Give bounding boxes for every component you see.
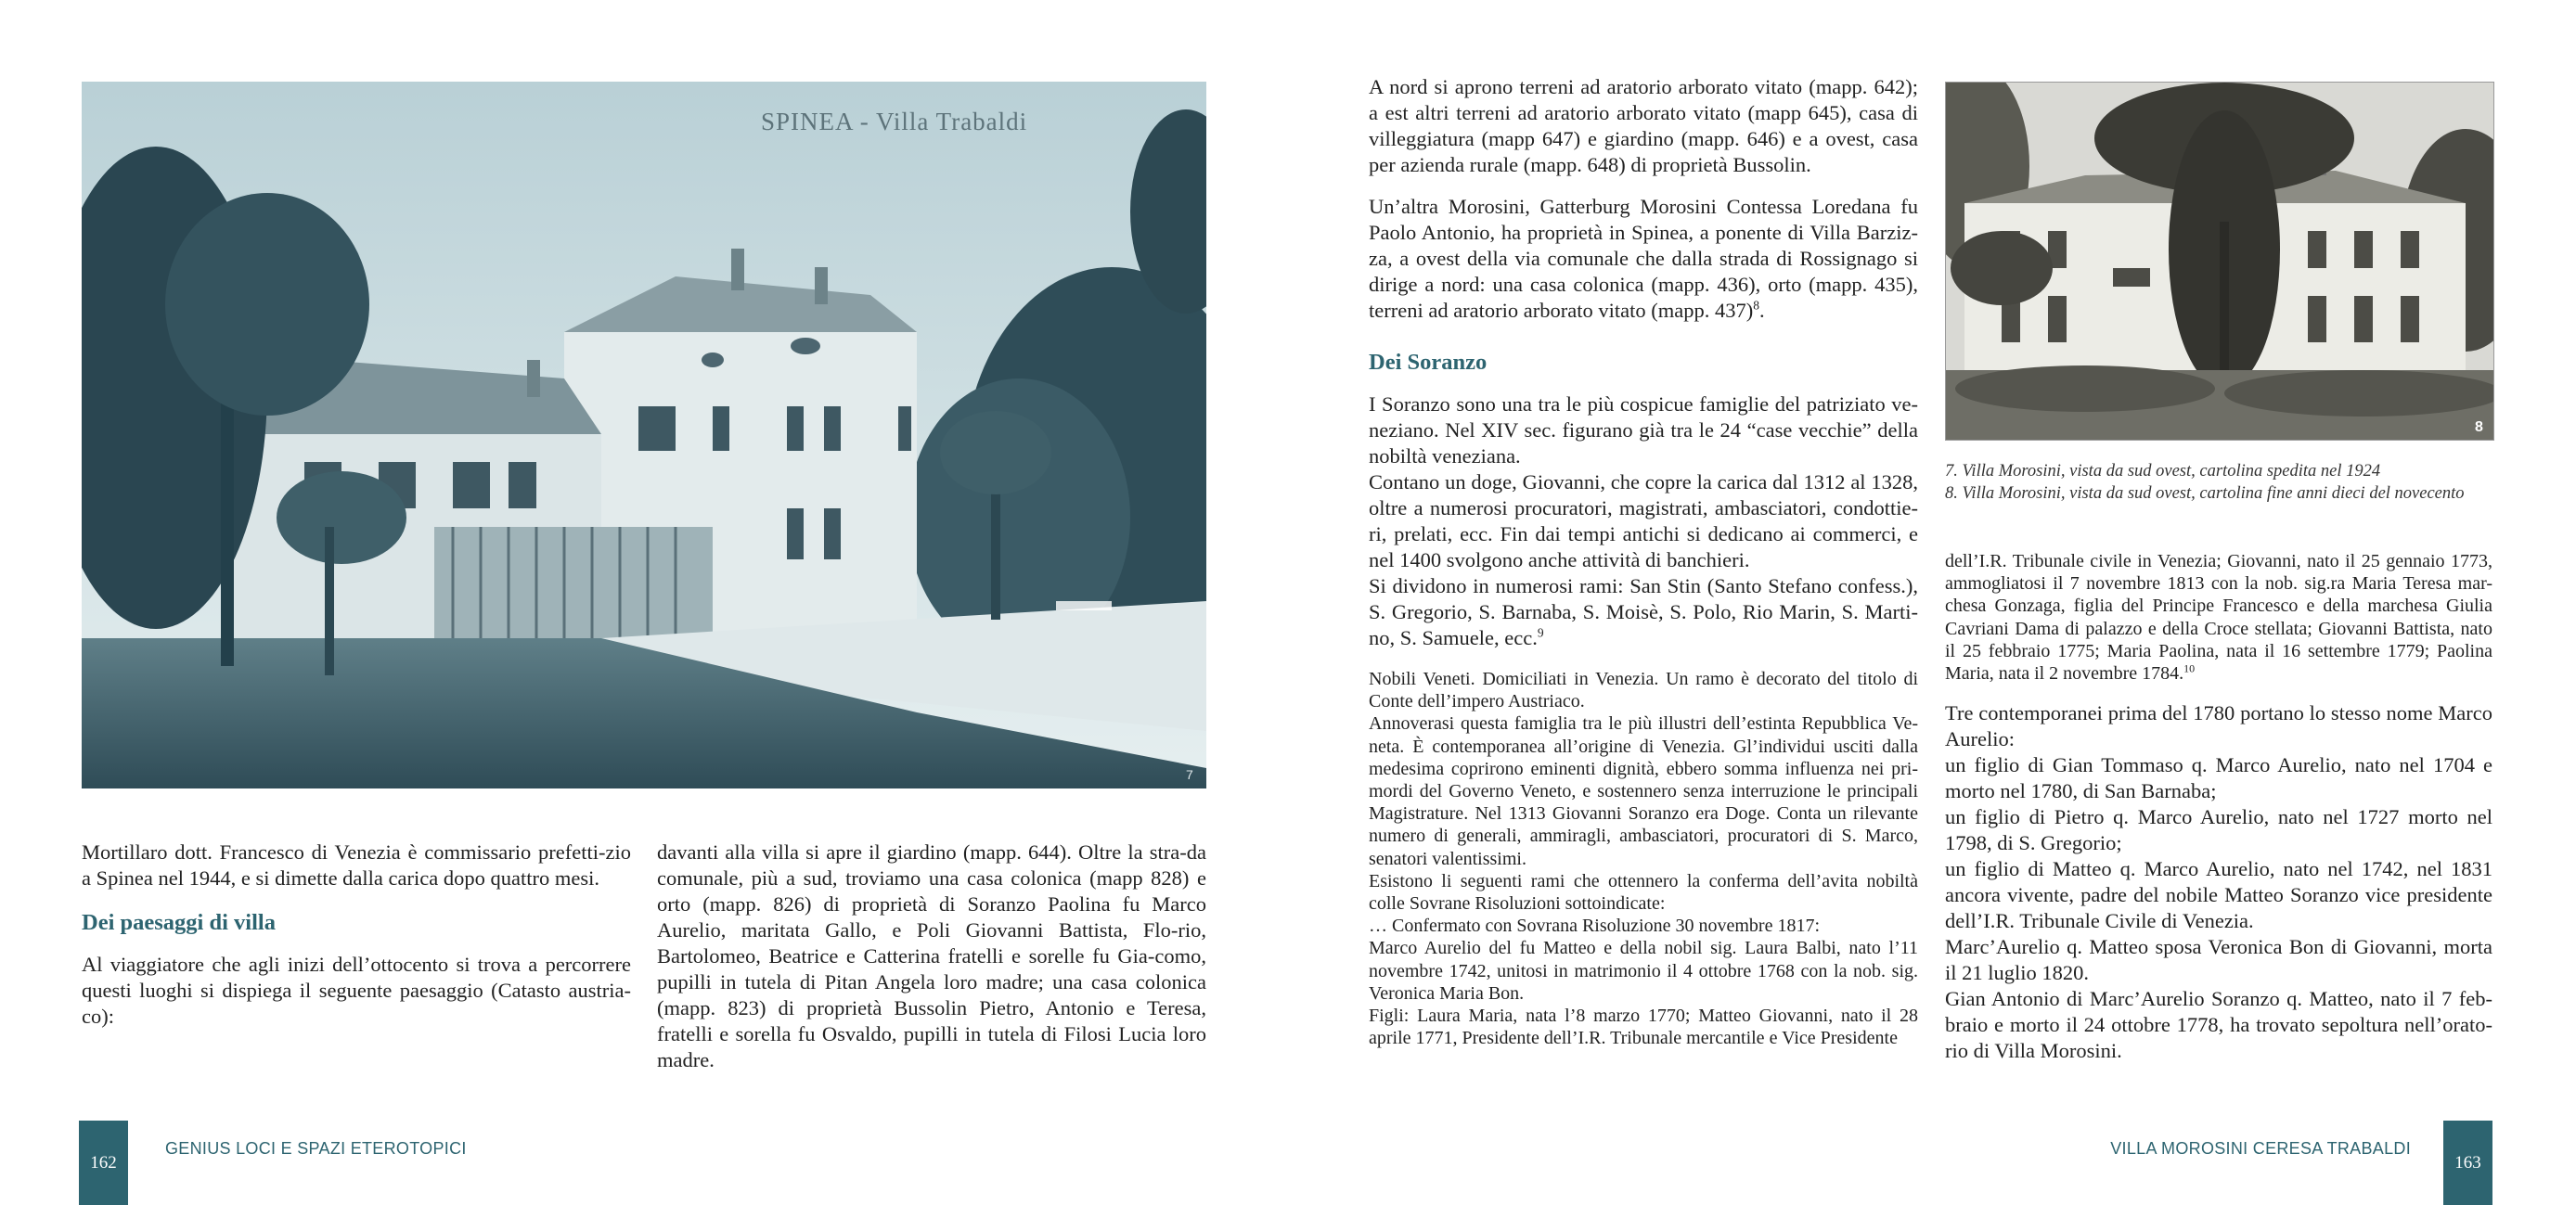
paragraph-gatterburg-text: Un’altra Morosini, Gatterburg Morosini Contessa Loredana fu Paolo Antonio, ha proprietà in Spinea, a ponente di Villa Barziz-za, a ovest della via comunale che dalla strada di Rossignago si dirige a nord: una casa colonica (mapp. 436), orto (mapp. 435), terreni ad aratorio arborato vitato (mapp. 437) — [1369, 195, 1918, 322]
postcard-image-villa-trabaldi — [82, 82, 1206, 788]
paragraph-veronica-bon: Marc’Aurelio q. Matteo sposa Veronica Bon di Giovanni, morta il 21 luglio 1820. — [1945, 935, 2492, 985]
caption-figure-8: 8. Villa Morosini, vista da sud ovest, cartolina fine anni dieci del novecento — [1945, 484, 2465, 503]
quote-marco-aurelio: Marco Aurelio del fu Matteo e della nobil sig. Laura Balbi, nato l’11 novembre 1742, unitosi in matrimonio il 4 ottobre 1768 con la nob. sig. Veronica Maria Bon. — [1369, 938, 1918, 1004]
page-number-left: 162 — [79, 1121, 128, 1205]
paragraph-commissario: Mortillaro dott. Francesco di Venezia è commissario prefetti-zio a Spinea nel 1944, e si dimette dalla carica dopo quattro mesi. — [82, 840, 631, 890]
footnote-ref-8: 8 — [1753, 298, 1759, 313]
quote-continuation — [1945, 550, 2492, 685]
postcard-number: 7 — [1186, 767, 1193, 782]
running-head-left: GENIUS LOCI E SPAZI ETEROTOPICI — [165, 1139, 467, 1158]
paragraph-viaggiatore: Al viaggiatore che agli inizi dell’ottocento si trova a percorrere questi luoghi si dispiega il seguente paesaggio (Catasto austria-co): — [82, 953, 631, 1028]
footnote-ref-9: 9 — [1537, 625, 1544, 640]
quote-nobili: Nobili Veneti. Domiciliati in Venezia. Un ramo è decorato del titolo di Conte dell’impero Austriaco. — [1369, 669, 1918, 712]
right-column-2 — [1945, 550, 2492, 1064]
block-quote — [1369, 668, 1918, 1049]
paragraph-terreni: A nord si aprono terreni ad aratorio arborato vitato (mapp. 642); a est altri terreni ad aratorio arborato vitato (mapp 645), casa di villeggiatura (mapp 647) e giardino (mapp. 646) e a ovest, casa per azienda rurale (mapp. 648) di proprietà Bussolin. — [1369, 75, 1918, 176]
page-number-right: 163 — [2443, 1121, 2492, 1205]
right-column-1 — [1369, 74, 1918, 1049]
postcard-title: SPINEA - Villa Trabaldi — [761, 108, 1028, 135]
quote-continuation-text: dell’I.R. Tribunale civile in Venezia; Giovanni, nato il 25 gennaio 1773, ammogliatosi il 7 novembre 1813 con la nob. sig.ra Maria Teresa mar-chesa Gonzaga, figlia del Principe Francesco e della marchesa Giulia Cavriani Dama di palazzo e della Croce stellata; Giovanni Battista, nato il 25 febbraio 1775; Maria Paolina, nata il 16 settembre 1779; Paolina Maria, nata il 2 novembre 1784. — [1945, 551, 2492, 685]
paragraph-gian-tommaso: un figlio di Gian Tommaso q. Marco Aurelio, nato nel 1704 e morto nel 1780, di San Barnaba; — [1945, 753, 2492, 803]
photo-villa-morosini — [1945, 82, 2494, 441]
paragraph-rami — [1369, 573, 1918, 651]
paragraph-rami-text: Si dividono in numerosi rami: San Stin (Santo Stefano confess.), S. Gregorio, S. Barnaba, S. Moisè, S. Polo, Rio Marin, S. Marti-no, S. Samuele, ecc. — [1369, 574, 1918, 649]
paragraph-gatterburg — [1369, 194, 1918, 324]
paragraph-soranzo-intro: I Soranzo sono una tra le più cospicue famiglie del patriziato ve-neziano. Nel XIV sec. figurano già tra le 24 “case vecchie” della nobiltà veneziana. — [1369, 392, 1918, 468]
section-heading-paesaggi: Dei paesaggi di villa — [82, 910, 276, 935]
paragraph-pietro: un figlio di Pietro q. Marco Aurelio, nato nel 1727 morto nel 1798, di S. Gregorio; — [1945, 805, 2492, 855]
left-column-1 — [82, 840, 631, 1030]
figure-captions — [1945, 460, 2520, 505]
paragraph-gian-antonio: Gian Antonio di Marc’Aurelio Soranzo q. Matteo, nato il 7 feb-braio e morto il 24 ottobre 1778, ha trovato sepoltura nell’orato-rio di Villa Morosini. — [1945, 987, 2492, 1063]
postcard-illustration — [82, 82, 1206, 788]
paragraph-giardino: davanti alla villa si apre il giardino (mapp. 644). Oltre la stra-da comunale, più a sud, troviamo una casa colonica (mapp 828) e orto (mapp. 826) di proprietà di Soranzo Paolina fu Marco Aurelio, maritata Gallo, e Poli Giovanni Battista, Flo-rio, Bartolomeo, Beatrice e Catterina fratelli e sorelle fu Gia-como, pupilli in tutela di Pitan Angela loro madre; una casa colonica (mapp. 823) di proprietà Bussolin Pietro, Antonio e Teresa, fratelli e sorella fu Osvaldo, pupilli in tutela di Filosi Lucia loro madre. — [657, 840, 1206, 1071]
section-heading-soranzo: Dei Soranzo — [1369, 350, 1488, 375]
paragraph-matteo: un figlio di Matteo q. Marco Aurelio, nato nel 1742, nel 1831 ancora vivente, padre del nobile Matteo Soranzo vice presidente dell’I.R. Tribunale Civile di Venezia. — [1945, 857, 2492, 933]
quote-esistono: Esistono li seguenti rami che ottennero la conferma dell’avita nobiltà colle Sovrane Risoluzioni sottoindicate: — [1369, 870, 1918, 915]
running-head-right: VILLA MOROSINI CERESA TRABALDI — [2110, 1139, 2411, 1158]
photo-number: 8 — [2475, 419, 2483, 435]
quote-annoverasi: Annoverasi questa famiglia tra le più illustri dell’estinta Repubblica Ve-neta. È contemporanea all’origine di Venezia. Gl’individui usciti dalla medesima coprirono eminenti dignità, ebbero somma influenza nei pri-mordi del Governo Veneto, e sostennero senza interruzione le principali Magistrature. Nel 1313 Giovanni Soranzo era Doge. Conta un rilevante numero di generali, ammiragli, ambasciatori, procuratori di S. Marco, senatori valentissimi. — [1369, 713, 1918, 869]
caption-figure-7: 7. Villa Morosini, vista da sud ovest, cartolina spedita nel 1924 — [1945, 462, 2381, 481]
paragraph-doge: Contano un doge, Giovanni, che copre la carica dal 1312 al 1328, oltre a numerosi procuratori, magistrati, ambasciatori, condottie-ri, prelati, ecc. Fin dai tempi antichi si dedicano ai commerci, e nel 1400 svolgono anche attività di banchieri. — [1369, 470, 1918, 571]
footnote-ref-10: 10 — [2183, 661, 2196, 675]
photo-illustration — [1946, 83, 2493, 440]
left-column-2 — [657, 840, 1206, 1073]
quote-figli: Figli: Laura Maria, nata l’8 marzo 1770; Matteo Giovanni, nato il 28 aprile 1771, Presidente dell’I.R. Tribunale mercantile e Vice Presidente — [1369, 1006, 1918, 1049]
paragraph-gatterburg-end: . — [1758, 299, 1765, 322]
quote-confermato: … Confermato con Sovrana Risoluzione 30 novembre 1817: — [1369, 916, 1821, 937]
paragraph-tre-contemporanei: Tre contemporanei prima del 1780 portano lo stesso nome Marco Aurelio: — [1945, 701, 2492, 751]
